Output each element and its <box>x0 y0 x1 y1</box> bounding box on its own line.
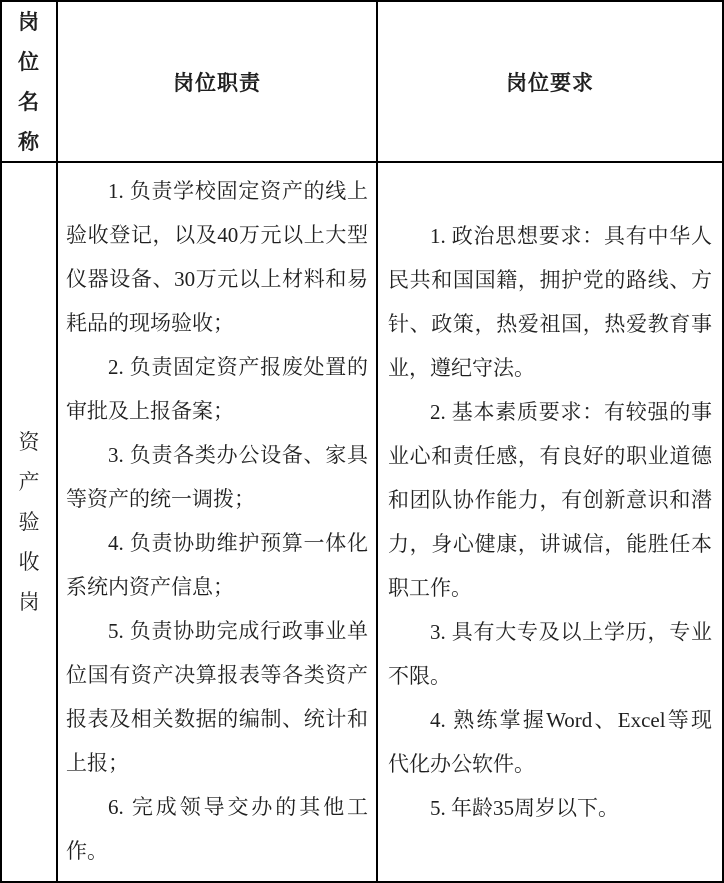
header-duties-label: 岗位职责 <box>173 70 261 95</box>
requirement-item: 5. 年龄35周岁以下。 <box>430 796 619 820</box>
duty-item: 5. 负责协助完成行政事业单位国有资产决算报表等各类资产报表及相关数据的编制、统计和上报； <box>66 619 368 775</box>
position-name-text: 资产验收岗 <box>18 430 40 614</box>
duty-item: 3. 负责各类办公设备、家具等资产的统一调拨； <box>66 443 368 511</box>
duties-cell <box>58 163 378 881</box>
header-position-name-label: 岗位名称 <box>17 9 40 154</box>
position-name-cell <box>2 163 58 881</box>
requirement-item: 4. 熟练掌握Word、Excel等现代化办公软件。 <box>388 708 712 776</box>
header-requirements-label: 岗位要求 <box>506 70 594 95</box>
duty-item: 2. 负责固定资产报废处置的审批及上报备案； <box>66 355 368 423</box>
requirements-cell <box>378 163 722 881</box>
requirement-item: 3. 具有大专及以上学历，专业不限。 <box>388 620 712 688</box>
header-duties <box>58 2 378 163</box>
duty-item: 6. 完成领导交办的其他工作。 <box>66 795 368 863</box>
requirement-item: 1. 政治思想要求：具有中华人民共和国国籍，拥护党的路线、方针、政策，热爱祖国，热爱教育事业，遵纪守法。 <box>388 224 712 380</box>
duty-item: 1. 负责学校固定资产的线上验收登记，以及40万元以上大型仪器设备、30万元以上材料和易耗品的现场验收； <box>66 179 368 335</box>
duty-item: 4. 负责协助维护预算一体化系统内资产信息； <box>66 531 368 599</box>
header-position-name <box>2 2 58 163</box>
requirement-item: 2. 基本素质要求：有较强的事业心和责任感，有良好的职业道德和团队协作能力，有创新意识和潜力，身心健康，讲诚信，能胜任本职工作。 <box>388 400 712 600</box>
header-requirements <box>378 2 722 163</box>
